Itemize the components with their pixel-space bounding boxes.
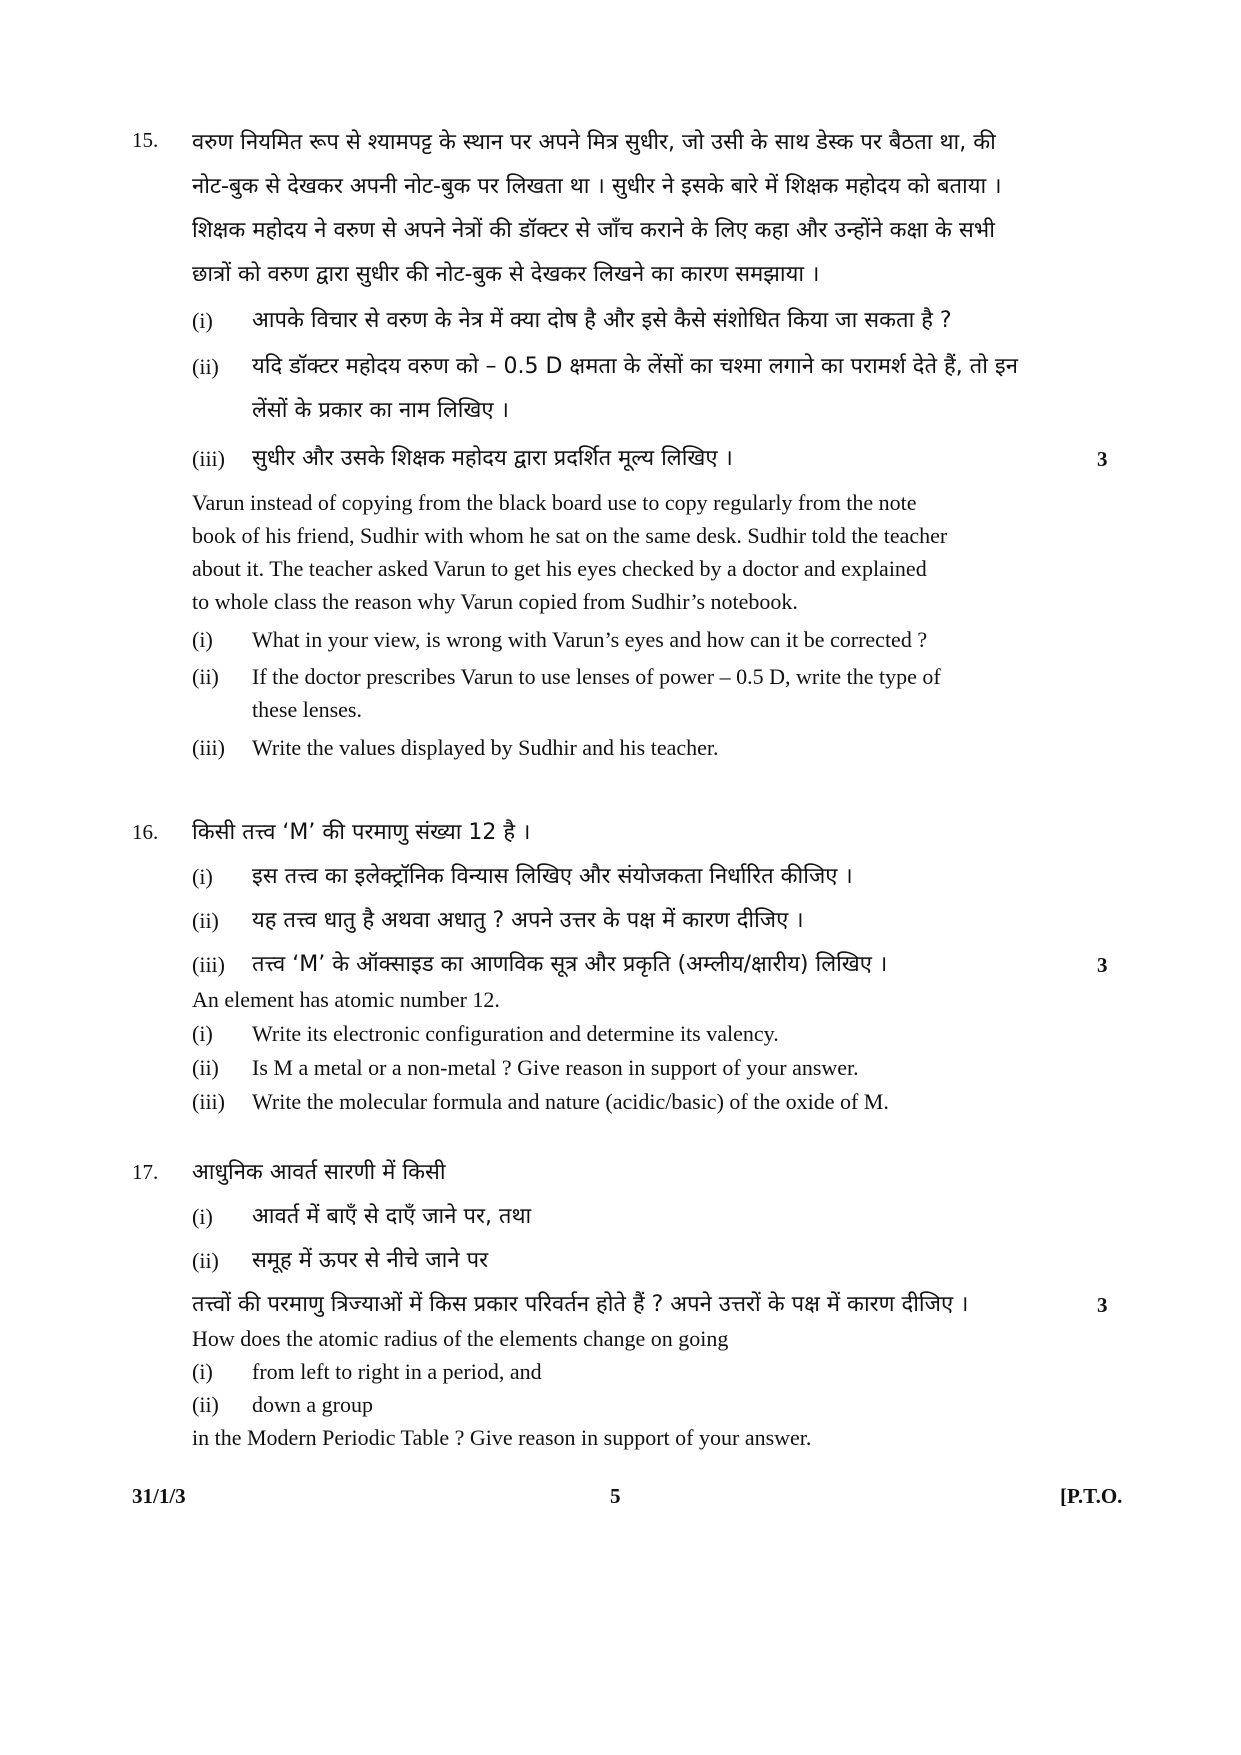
subpart-label: (i) [192,627,213,652]
paper-code: 31/1/3 [132,1484,186,1508]
marks: 3 [1097,447,1108,471]
english-subpart-i: Write its electronic configuration and determine its valency. [252,1021,779,1046]
english-subpart-ii-cont: these lenses. [252,697,362,722]
question-number: 15. [132,128,159,152]
subpart-label: (i) [192,864,213,889]
english-subpart-iii: Write the values displayed by Sudhir and his teacher. [252,735,719,760]
subpart-label: (ii) [192,908,219,933]
subpart-label: (ii) [192,1248,219,1273]
hindi-subpart-iii: सुधीर और उसके शिक्षक महोदय द्वारा प्रदर्शित मूल्य लिखिए । [252,446,733,471]
hindi-tail: तत्त्वों की परमाणु त्रिज्याओं में किस प्रकार परिवर्तन होते हैं ? अपने उत्तरों के पक्ष में कारण दीजिए । [192,1292,969,1317]
english-stem: How does the atomic radius of the elements change on going [192,1326,729,1351]
hindi-subpart-i: आवर्त में बाएँ से दाएँ जाने पर, तथा [252,1204,532,1229]
subpart-label: (i) [192,1021,213,1046]
hindi-subpart-ii-cont: लेंसों के प्रकार का नाम लिखिए । [252,398,509,423]
english-subpart-i: from left to right in a period, and [252,1359,542,1384]
hindi-para-line: वरुण नियमित रूप से श्यामपट्ट के स्थान पर अपने मित्र सुधीर, जो उसी के साथ डेस्क पर बैठता था, की [192,130,996,155]
subpart-label: (ii) [192,1392,219,1417]
subpart-label: (iii) [192,952,225,977]
english-para-line: Varun instead of copying from the black board use to copy regularly from the note [192,490,917,515]
question-number: 16. [132,820,159,844]
pto-label: [P.T.O. [1060,1484,1123,1508]
page-number: 5 [610,1484,621,1508]
marks: 3 [1097,953,1108,977]
hindi-subpart-i: इस तत्त्व का इलेक्ट्रॉनिक विन्यास लिखिए और संयोजकता निर्धारित कीजिए । [252,864,853,889]
english-para-line: about it. The teacher asked Varun to get his eyes checked by a doctor and explained [192,556,927,581]
hindi-stem: किसी तत्त्व ‘M’ की परमाणु संख्या 12 है । [192,820,531,845]
hindi-subpart-ii: समूह में ऊपर से नीचे जाने पर [252,1248,489,1273]
english-subpart-ii: If the doctor prescribes Varun to use lenses of power – 0.5 D, write the type of [252,664,941,689]
subpart-label: (iii) [192,446,225,471]
english-tail: in the Modern Periodic Table ? Give reason in support of your answer. [192,1425,812,1450]
question-number: 17. [132,1160,159,1184]
hindi-para-line: शिक्षक महोदय ने वरुण से अपने नेत्रों की डॉक्टर से जाँच कराने के लिए कहा और उन्होंने कक्षा के सभी [192,218,995,243]
subpart-label: (ii) [192,354,219,379]
english-subpart-ii: Is M a metal or a non-metal ? Give reason in support of your answer. [252,1055,859,1080]
subpart-label: (ii) [192,1055,219,1080]
english-subpart-iii: Write the molecular formula and nature (acidic/basic) of the oxide of M. [252,1089,889,1114]
english-stem: An element has atomic number 12. [192,987,500,1012]
subpart-label: (i) [192,308,213,333]
subpart-label: (i) [192,1359,213,1384]
subpart-label: (iii) [192,735,225,760]
subpart-label: (i) [192,1204,213,1229]
english-para-line: book of his friend, Sudhir with whom he sat on the same desk. Sudhir told the teacher [192,523,948,548]
hindi-subpart-i: आपके विचार से वरुण के नेत्र में क्या दोष है और इसे कैसे संशोधित किया जा सकता है ? [252,308,952,333]
hindi-para-line: नोट-बुक से देखकर अपनी नोट-बुक पर लिखता था । सुधीर ने इसके बारे में शिक्षक महोदय को बताया । [192,174,1002,199]
english-subpart-i: What in your view, is wrong with Varun’s eyes and how can it be corrected ? [252,627,928,652]
english-subpart-ii: down a group [252,1392,373,1417]
hindi-stem: आधुनिक आवर्त सारणी में किसी [192,1160,446,1185]
subpart-label: (iii) [192,1089,225,1114]
hindi-subpart-ii: यह तत्त्व धातु है अथवा अधातु ? अपने उत्तर के पक्ष में कारण दीजिए । [252,908,804,933]
hindi-subpart-ii: यदि डॉक्टर महोदय वरुण को – 0.5 D क्षमता के लेंसों का चश्मा लगाने का परामर्श देते हैं, तो इन [252,354,1018,379]
english-para-line: to whole class the reason why Varun copied from Sudhir’s notebook. [192,589,798,614]
marks: 3 [1097,1293,1108,1317]
hindi-para-line: छात्रों को वरुण द्वारा सुधीर की नोट-बुक से देखकर लिखने का कारण समझाया । [192,262,820,287]
hindi-subpart-iii: तत्त्व ‘M’ के ऑक्साइड का आणविक सूत्र और प्रकृति (अम्लीय/क्षारीय) लिखिए । [252,952,888,977]
subpart-label: (ii) [192,664,219,689]
